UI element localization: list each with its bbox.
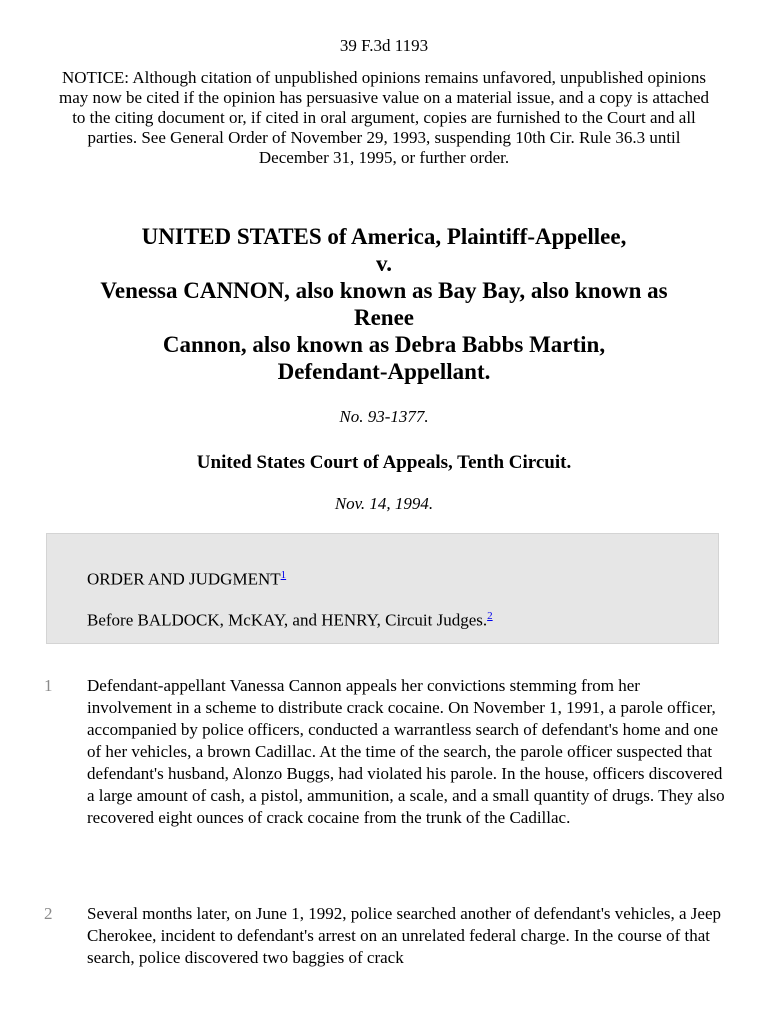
order-title-line [87, 565, 286, 590]
caption-line: v. [376, 251, 392, 276]
docket-number: No. 93-1377. [339, 407, 429, 426]
decision-date: Nov. 14, 1994. [334, 494, 434, 513]
footnote-link-2[interactable]: 2 [487, 610, 493, 622]
order-title: ORDER AND JUDGMENT [87, 569, 281, 589]
paragraph-number: 1 [44, 676, 53, 695]
caption-line: Cannon, also known as Debra Babbs Martin, [162, 332, 606, 357]
paragraph-text: Defendant-appellant Vanessa Cannon appeals her convictions stemming from her involvement in a scheme to distribute crack cocaine. On November 1, 1991, a parole officer, accompanied by police officers, conducted a warrantless search of defendant's home and one of her vehicles, a brown Cadillac. At the time of the search, the parole officer suspected that defendant's husband, Alonzo Buggs, had violated his parole. In the house, officers discovered a large amount of cash, a pistol, ammunition, a scale, and a small quantity of drugs. They also recovered eight ounces of crack cocaine from the trunk of the Cadillac. [87, 676, 725, 827]
caption-line: Renee [353, 305, 415, 330]
paragraph-number: 2 [44, 904, 53, 923]
caption-line: Defendant-Appellant. [277, 359, 491, 384]
footnote-link-1[interactable]: 1 [280, 569, 287, 581]
paragraph-text: Several months later, on June 1, 1992, police searched another of defendant's vehicles, a Jeep Cherokee, incident to defendant's arrest on an unrelated federal charge. In the course of that search, police discovered two baggies of crack [87, 904, 721, 967]
panel-judges-line [87, 606, 493, 631]
caption-line: UNITED STATES of America, Plaintiff-Appellee, [141, 224, 627, 249]
order-panel [46, 533, 719, 644]
unpublished-notice: NOTICE: Although citation of unpublished opinions remains unfavored, unpublished opinions may now be cited if the opinion has persuasive value on a material issue, and a copy is attached to the citing document or, if cited in oral argument, copies are furnished to the Court and all parties. See General Order of November 29, 1993, suspending 10th Cir. Rule 36.3 until December 31, 1995, or further order. [58, 68, 710, 167]
court-name: United States Court of Appeals, Tenth Circuit. [196, 452, 572, 473]
panel-judges: Before BALDOCK, McKAY, and HENRY, Circuit Judges. [87, 610, 488, 630]
caption-line: Venessa CANNON, also known as Bay Bay, also known as [100, 278, 668, 303]
case-caption [44, 223, 724, 385]
footnote-marker [281, 569, 287, 581]
case-citation: 39 F.3d 1193 [339, 36, 429, 55]
footnote-marker [487, 610, 493, 622]
